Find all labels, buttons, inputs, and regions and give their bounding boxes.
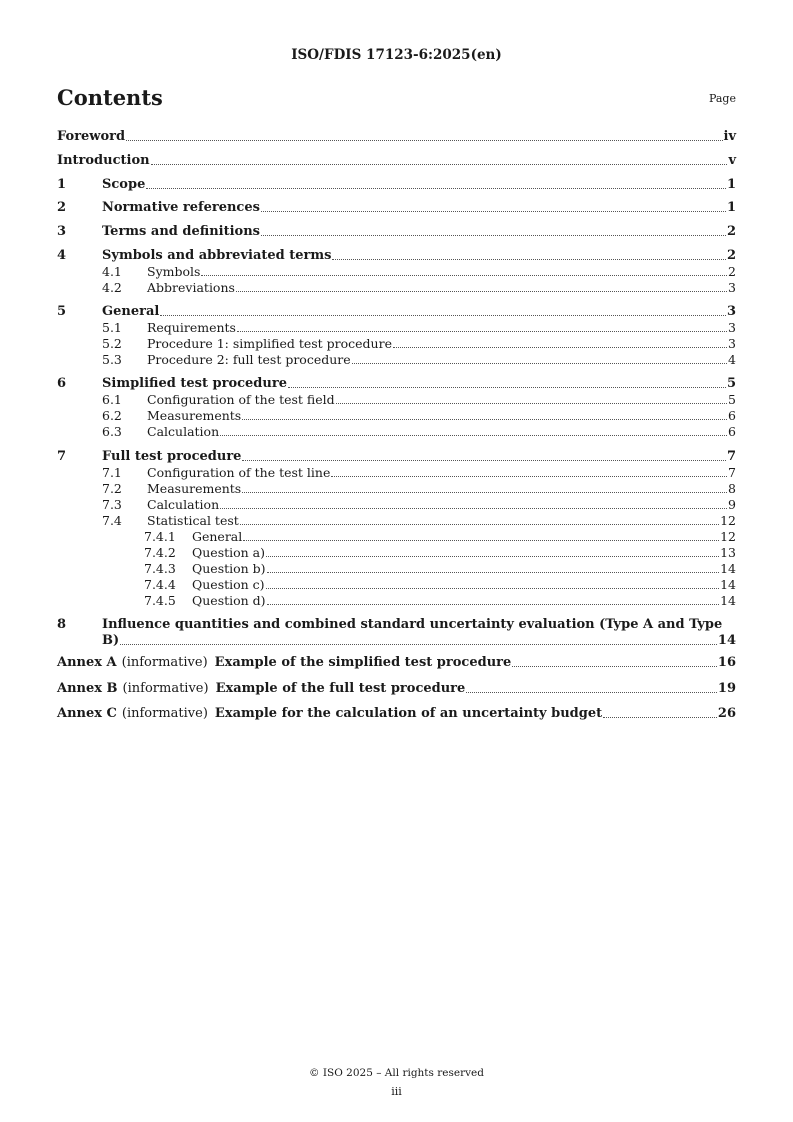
dot-leader <box>331 476 727 477</box>
toc-label: Foreword <box>57 129 126 144</box>
toc-entry-statistical-test[interactable] <box>57 513 736 529</box>
toc-number: 6.1 <box>102 392 122 407</box>
toc-page: 9 <box>728 497 736 512</box>
dot-leader <box>332 259 725 260</box>
dot-leader <box>242 492 727 493</box>
toc-page: 5 <box>726 376 736 391</box>
toc-page: 4 <box>728 352 736 367</box>
copyright-notice: © ISO 2025 – All rights reserved <box>309 1067 484 1079</box>
toc-page: 3 <box>726 304 736 319</box>
dot-leader <box>146 188 726 189</box>
toc-label: Full test procedure <box>102 449 242 464</box>
dot-leader <box>261 211 726 212</box>
toc-page: 1 <box>726 200 736 215</box>
page-column-label: Page <box>708 92 736 105</box>
toc-entry-measurements-6[interactable] <box>57 408 736 424</box>
toc-label: Simplified test procedure <box>102 376 287 391</box>
document-id-header: ISO/FDIS 17123-6:2025(en) <box>291 47 502 63</box>
toc-label: Calculation <box>147 424 220 439</box>
toc-number: 7.4 <box>102 513 122 528</box>
dot-leader <box>466 692 717 693</box>
dot-leader <box>126 140 722 141</box>
toc-label: General <box>192 529 243 544</box>
toc-page: 3 <box>728 320 736 335</box>
toc-entry-symbols-and-abbreviated-terms[interactable] <box>57 248 736 264</box>
toc-entry-procedure-2[interactable] <box>57 352 736 368</box>
annex-prefix: Annex B <box>57 681 118 696</box>
dot-leader <box>237 331 727 332</box>
dot-leader <box>201 275 727 276</box>
toc-entry-question-d[interactable] <box>57 593 736 609</box>
dot-leader <box>288 387 726 388</box>
toc-entry-calculation-6[interactable] <box>57 424 736 440</box>
toc-label: Procedure 1: simplified test procedure <box>147 336 392 351</box>
annex-type: (informative) <box>122 681 209 696</box>
toc-page: v <box>728 153 736 168</box>
toc-label: Example for the calculation of an uncertainty budget <box>214 706 603 721</box>
toc-number: 7.1 <box>102 465 122 480</box>
toc-page: 14 <box>720 577 736 592</box>
dot-leader <box>220 508 727 509</box>
toc-label: Question a) <box>192 545 266 560</box>
toc-entry-question-c[interactable] <box>57 577 736 593</box>
toc-number: 6.3 <box>102 424 122 439</box>
toc-label: Configuration of the test field <box>147 392 335 407</box>
toc-entry-introduction[interactable] <box>57 153 736 169</box>
toc-page: 6 <box>728 424 736 439</box>
toc-number: 7.4.2 <box>144 545 176 560</box>
toc-label: Procedure 2: full test procedure <box>147 352 351 367</box>
contents-title: Contents <box>57 85 163 110</box>
toc-number: 7 <box>57 449 67 464</box>
toc-label: Scope <box>102 177 146 192</box>
dot-leader <box>336 403 727 404</box>
toc-label: Measurements <box>147 408 242 423</box>
dot-leader <box>243 540 719 541</box>
toc-page: 3 <box>728 336 736 351</box>
toc-page: 14 <box>720 593 736 608</box>
toc-entry-scope[interactable] <box>57 177 736 193</box>
toc-entry-annex-b[interactable] <box>57 681 736 697</box>
toc-number: 7.4.4 <box>144 577 176 592</box>
dot-leader <box>352 363 727 364</box>
toc-label: Question b) <box>192 561 266 576</box>
toc-number: 4.2 <box>102 280 122 295</box>
toc-label: Introduction <box>57 153 150 168</box>
dot-leader <box>160 315 726 316</box>
toc-label: Normative references <box>102 200 260 215</box>
toc-label: Example of the simplified test procedure <box>214 655 512 670</box>
toc-label: Requirements <box>147 320 236 335</box>
toc-entry-statistical-general[interactable] <box>57 529 736 545</box>
page-number: iii <box>391 1085 402 1098</box>
toc-entry-configuration-test-line[interactable] <box>57 465 736 481</box>
dot-leader <box>242 460 726 461</box>
toc-entry-influence-quantities-line1[interactable] <box>57 617 736 633</box>
toc-number: 7.4.1 <box>144 529 176 544</box>
dot-leader <box>393 347 727 348</box>
toc-number: 5 <box>57 304 67 319</box>
toc-entry-requirements[interactable] <box>57 320 736 336</box>
toc-entry-full-test-procedure[interactable] <box>57 449 736 465</box>
toc-entry-normative-references[interactable] <box>57 200 736 216</box>
toc-page: 12 <box>720 513 736 528</box>
toc-page: 14 <box>720 561 736 576</box>
dot-leader <box>236 291 727 292</box>
toc-page: 7 <box>728 465 736 480</box>
toc-label-continued: B) <box>102 633 120 648</box>
toc-label: Configuration of the test line <box>147 465 331 480</box>
toc-entry-question-b[interactable] <box>57 561 736 577</box>
annex-type: (informative) <box>121 655 208 670</box>
annex-prefix: Annex C <box>57 706 117 721</box>
toc-page: 2 <box>726 248 736 263</box>
toc-number: 6.2 <box>102 408 122 423</box>
toc-label: Statistical test <box>147 513 239 528</box>
toc-entry-annex-c[interactable] <box>57 706 736 722</box>
toc-entry-foreword[interactable] <box>57 129 736 145</box>
dot-leader <box>151 164 728 165</box>
toc-number: 5.3 <box>102 352 122 367</box>
toc-entry-symbols[interactable] <box>57 264 736 280</box>
toc-entry-abbreviations[interactable] <box>57 280 736 296</box>
toc-page: iv <box>723 129 736 144</box>
toc-number: 6 <box>57 376 67 391</box>
toc-number: 3 <box>57 224 67 239</box>
toc-label: Abbreviations <box>147 280 235 295</box>
toc-number: 8 <box>57 617 67 632</box>
dot-leader <box>240 524 719 525</box>
dot-leader <box>266 556 719 557</box>
toc-label: Symbols and abbreviated terms <box>102 248 332 263</box>
toc-entry-procedure-1[interactable] <box>57 336 736 352</box>
toc-page: 13 <box>720 545 736 560</box>
dot-leader <box>266 588 720 589</box>
toc-entry-general[interactable] <box>57 304 736 320</box>
dot-leader <box>220 435 727 436</box>
annex-prefix: Annex A <box>57 655 117 670</box>
toc-page: 2 <box>728 264 736 279</box>
dot-leader <box>512 666 717 667</box>
toc-entry-simplified-test-procedure[interactable] <box>57 376 736 392</box>
toc-page: 3 <box>728 280 736 295</box>
toc-number: 2 <box>57 200 67 215</box>
toc-label: Symbols <box>147 264 201 279</box>
toc-number: 5.2 <box>102 336 122 351</box>
toc-entry-influence-quantities-line2[interactable] <box>57 633 736 649</box>
dot-leader <box>261 235 726 236</box>
toc-page: 2 <box>726 224 736 239</box>
toc-entry-annex-a[interactable] <box>57 655 736 671</box>
toc-number: 7.4.5 <box>144 593 176 608</box>
toc-number: 7.4.3 <box>144 561 176 576</box>
toc-page: 1 <box>726 177 736 192</box>
toc-entry-calculation-7[interactable] <box>57 497 736 513</box>
toc-label: Influence quantities and combined standard uncertainty evaluation (Type A and Type <box>102 617 723 632</box>
toc-entry-question-a[interactable] <box>57 545 736 561</box>
toc-entry-configuration-test-field[interactable] <box>57 392 736 408</box>
annex-type: (informative) <box>121 706 208 721</box>
toc-label: Measurements <box>147 481 242 496</box>
toc-label: Question d) <box>192 593 266 608</box>
toc-number: 1 <box>57 177 67 192</box>
toc-page: 19 <box>717 681 736 696</box>
toc-entry-terms-and-definitions[interactable] <box>57 224 736 240</box>
toc-page: 8 <box>728 481 736 496</box>
toc-entry-measurements-7[interactable] <box>57 481 736 497</box>
toc-number: 4.1 <box>102 264 122 279</box>
toc-number: 4 <box>57 248 67 263</box>
toc-label: Question c) <box>192 577 265 592</box>
toc-page: 5 <box>728 392 736 407</box>
toc-page: 26 <box>717 706 736 721</box>
toc-number: 5.1 <box>102 320 122 335</box>
toc-label: Terms and definitions <box>102 224 260 239</box>
dot-leader <box>242 419 727 420</box>
dot-leader <box>603 717 717 718</box>
toc-page: 14 <box>717 633 736 648</box>
toc-page: 16 <box>717 655 736 670</box>
toc-number: 7.2 <box>102 481 122 496</box>
toc-label: General <box>102 304 160 319</box>
toc-label: Calculation <box>147 497 220 512</box>
toc-label: Example of the full test procedure <box>215 681 466 696</box>
toc-page: 7 <box>726 449 736 464</box>
dot-leader <box>267 572 720 573</box>
toc-number: 7.3 <box>102 497 122 512</box>
toc-page: 12 <box>720 529 736 544</box>
toc-page: 6 <box>728 408 736 423</box>
dot-leader <box>267 604 720 605</box>
dot-leader <box>120 644 717 645</box>
